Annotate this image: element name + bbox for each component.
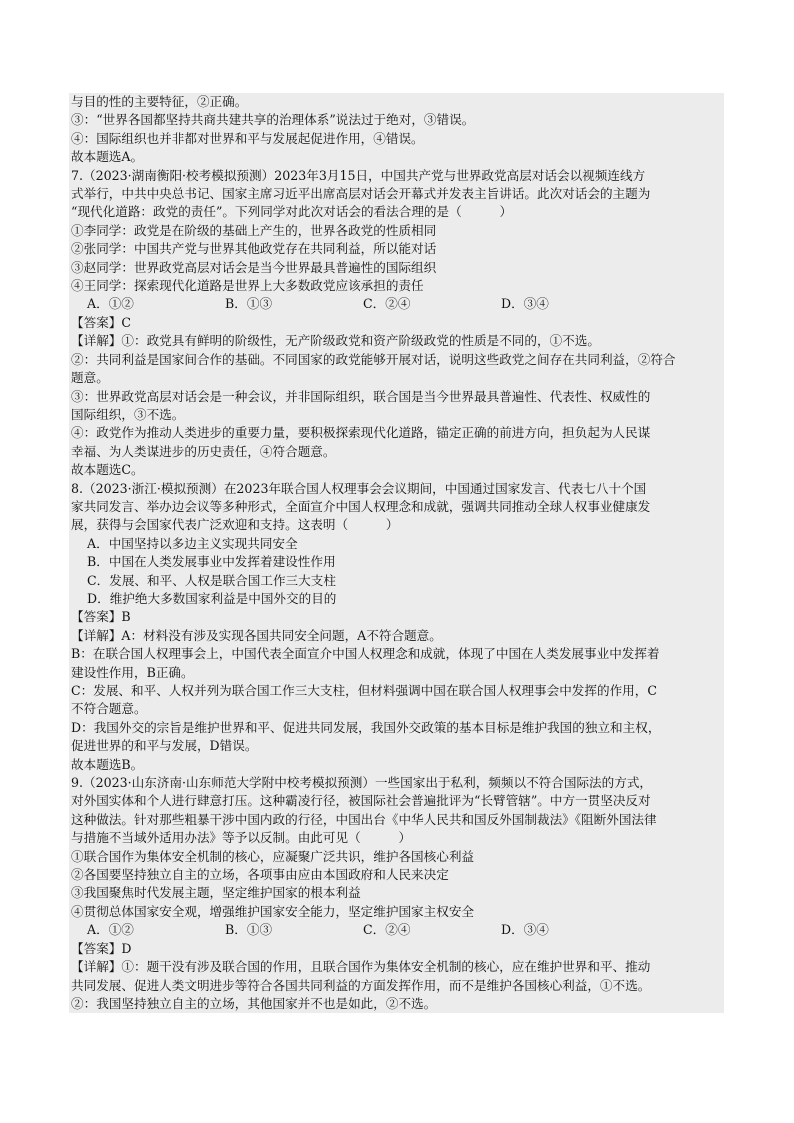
document-page [69,93,724,1013]
question-9-stem: 与措施不当域外适用办法》等予以反制。由此可见（ ） [69,829,724,847]
statement-item: ①联合国作为集体安全机制的核心，应凝聚广泛共识，维护各国核心利益 [69,848,724,866]
question-7-stem: 7.（2023·湖南衡阳·校考模拟预测）2023年3月15日，中国共产党与世界政党高层对话会以视频连线方 [69,167,724,185]
explanation-line: C：发展、和平、人权并列为联合国工作三大支柱，但材料强调中国在联合国人权理事会中发挥的作用，C [69,682,724,700]
option-b: B．①③ [225,296,273,312]
explanation-line: 不符合题意。 [69,700,724,718]
question-8-stem: 展，获得与会国家代表广泛欢迎和支持。这表明（ ） [69,516,724,534]
option-c: C．②④ [363,922,411,938]
question-8-stem: 8.（2023·浙江·模拟预测）在2023年联合国人权理事会会议期间，中国通过国家发言、代表七八十个国 [69,480,724,498]
statement-item: ②各国要坚持独立自主的立场，各项事由应由本国政府和人民来决定 [69,866,724,884]
option-c: C．②④ [363,296,411,312]
explanation-line: B：在联合国人权理事会上，中国代表全面宣介中国人权理念和成就，体现了中国在人类发展事业中发挥着 [69,645,724,663]
answer-label: 【答案】D [69,940,724,958]
statement-item: ④王同学：探索现代化道路是世界上大多数政党应该承担的责任 [69,277,724,295]
question-7-stem: 式举行，中共中央总书记、国家主席习近平出席高层对话会开幕式并发表主旨讲话。此次对话会的主题为 [69,185,724,203]
statement-item: ③赵同学：世界政党高层对话会是当今世界最具普遍性的国际组织 [69,259,724,277]
option-b: B．①③ [225,922,273,938]
explanation-line: ④：政党作为推动人类进步的重要力量，要积极探索现代化道路，锚定正确的前进方向，担负起为人民谋 [69,424,724,442]
option-a: A．①② [87,922,134,938]
statement-item: ③我国聚焦时代发展主题，坚定维护国家的根本利益 [69,884,724,902]
option-d: D．维护绝大多数国家利益是中国外交的目的 [69,590,724,608]
explanation-line: 题意。 [69,369,724,387]
statement-item: ①李同学：政党是在阶级的基础上产生的，世界各政党的性质相同 [69,222,724,240]
option-d: D．③④ [501,296,549,312]
statement-item: ②张同学：中国共产党与世界其他政党存在共同利益，所以能对话 [69,240,724,258]
answer-label: 【答案】C [69,314,724,332]
question-9-stem: 9.（2023·山东济南·山东师范大学附中校考模拟预测）一些国家出于私利，频频以不符合国际法的方式， [69,774,724,792]
statement-item: ④贯彻总体国家安全观，增强维护国家安全能力，坚定维护国家主权安全 [69,903,724,921]
question-9-answer [69,940,724,1014]
explanation-line: 故本题选C。 [69,461,724,479]
question-8-options [69,535,724,609]
explanation-line: 建设性作用，B正确。 [69,664,724,682]
text-line: ③：“世界各国都坚持共商共建共享的治理体系”说法过于绝对，③错误。 [69,111,724,129]
question-7-answer [69,314,724,535]
explanation-line: 促进世界的和平与发展，D错误。 [69,737,724,755]
explanation-line: 幸福、为人类谋进步的历史责任，④符合题意。 [69,443,724,461]
option-c: C．发展、和平、人权是联合国工作三大支柱 [69,572,724,590]
question-9-options [69,921,724,939]
explanation-line: 故本题选B。 [69,756,724,774]
option-a: A．①② [87,296,134,312]
question-7-block [69,93,724,314]
explanation-line: 【详解】①：题干没有涉及联合国的作用，且联合国作为集体安全机制的核心，应在维护世界和平、推动 [69,958,724,976]
question-9-stem: 对外国实体和个人进行肆意打压。这种霸凌行径，被国际社会普遍批评为“长臂管辖”。中方一贯坚决反对 [69,792,724,810]
question-7-options [69,295,724,313]
option-d: D．③④ [501,922,549,938]
text-line: ④：国际组织也并非都对世界和平与发展起促进作用，④错误。 [69,130,724,148]
option-a: A．中国坚持以多边主义实现共同安全 [69,535,724,553]
explanation-line: 国际组织，③不选。 [69,406,724,424]
explanation-line: 【详解】A：材料没有涉及实现各国共同安全问题，A不符合题意。 [69,627,724,645]
text-line: 故本题选A。 [69,148,724,166]
explanation-line: 共同发展、促进人类文明进步等符合各国共同利益的方面发挥作用，而不是维护各国核心利益，①不选。 [69,977,724,995]
answer-label: 【答案】B [69,608,724,626]
text-line: 与目的性的主要特征，②正确。 [69,93,724,111]
question-9-stem: 这种做法。针对那些粗暴干涉中国内政的行径，中国出台《中华人民共和国反外国制裁法》《阻断外国法律 [69,811,724,829]
question-8-stem: 家共同发言、举办边会议等多种形式，全面宣介中国人权理念和成就，强调共同推动全球人权事业健康发 [69,498,724,516]
option-b: B．中国在人类发展事业中发挥着建设性作用 [69,553,724,571]
question-8-answer [69,608,724,939]
explanation-line: 【详解】①：政党具有鲜明的阶级性，无产阶级政党和资产阶级政党的性质是不同的，①不选。 [69,332,724,350]
explanation-line: ②：共同利益是国家间合作的基础。不同国家的政党能够开展对话，说明这些政党之间存在共同利益，②符合 [69,351,724,369]
explanation-line: ②：我国坚持独立自主的立场，其他国家并不也是如此，②不选。 [69,995,724,1013]
explanation-line: ③：世界政党高层对话会是一种会议，并非国际组织，联合国是当今世界最具普遍性、代表性、权威性的 [69,388,724,406]
question-7-stem: “现代化道路：政党的责任”。下列同学对此次对话会的看法合理的是（ ） [69,203,724,221]
explanation-line: D：我国外交的宗旨是维护世界和平、促进共同发展，我国外交政策的基本目标是维护我国的独立和主权， [69,719,724,737]
